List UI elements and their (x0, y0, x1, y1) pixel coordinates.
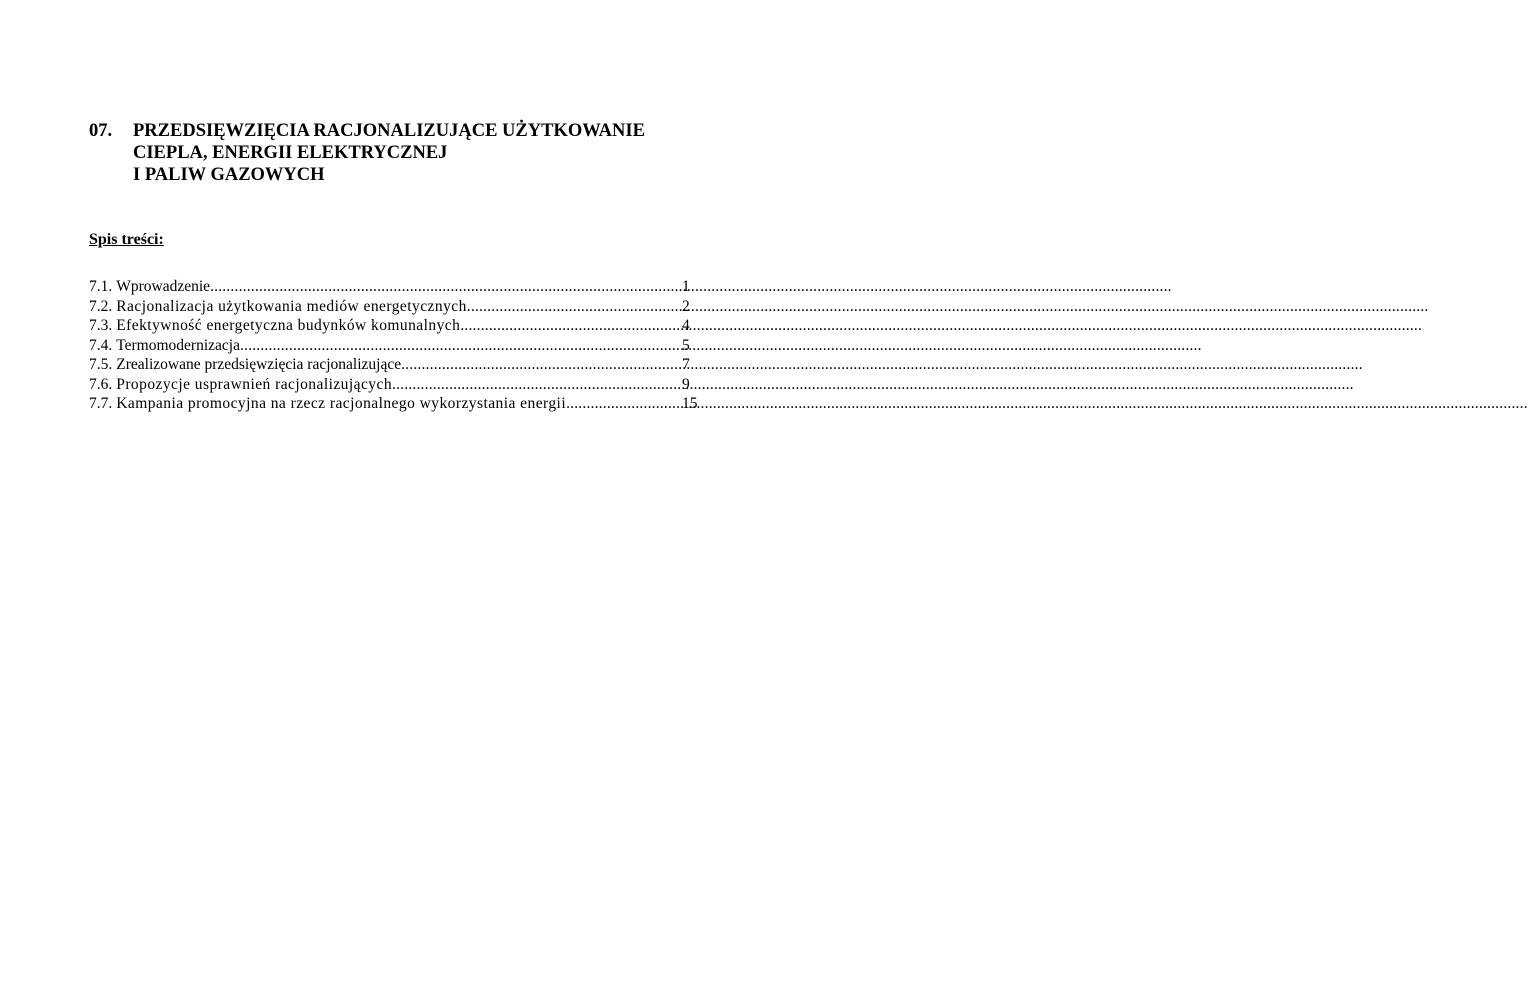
toc-entry-page: 15 (682, 395, 698, 412)
toc-entry-7-7[interactable] (89, 394, 702, 414)
toc-entry-number: 7.5. (89, 356, 113, 373)
toc-entry-title: Propozycje usprawnień racjonalizujących (116, 375, 393, 393)
toc-title: Spis treści: (89, 231, 164, 248)
toc-entry-7-6[interactable] (89, 375, 702, 395)
toc-entry-title: Termomodernizacja (116, 336, 240, 354)
toc-entry-page: 2 (682, 297, 690, 315)
toc-entry-title: Kampania promocyjna na rzecz racjonalnego wykorzystania energii (116, 395, 567, 412)
toc-entry-7-3[interactable] (89, 316, 702, 336)
toc-entry-title: Efektywność energetyczna budynków komunalnych (116, 317, 461, 334)
heading-line-3: I PALIW GAZOWYCH (133, 165, 325, 185)
toc-entry-title: Racjonalizacja użytkowania mediów energetycznych (116, 297, 467, 315)
toc-entry-page: 1 (682, 278, 690, 295)
toc-dot-leader (210, 277, 676, 297)
toc-entry-page: 9 (682, 375, 690, 393)
toc-entry-number: 7.7. (89, 395, 113, 412)
toc-entry-number: 7.4. (89, 336, 113, 354)
toc-entry-7-1[interactable] (89, 277, 702, 297)
toc-entry-7-2[interactable] (89, 297, 702, 317)
toc-dot-leader (467, 297, 676, 317)
toc-entry-page: 5 (682, 336, 690, 354)
toc-entry-page: 7 (682, 356, 690, 373)
toc-entry-number: 7.2. (89, 297, 113, 315)
toc-entry-7-5[interactable] (89, 355, 702, 375)
toc-entry-page: 4 (682, 317, 690, 334)
toc-entry-number: 7.3. (89, 317, 113, 334)
chapter-heading (89, 120, 645, 186)
toc-entry-title: Zrealizowane przedsięwzięcia racjonalizujące (116, 356, 402, 373)
toc-dot-leader (401, 355, 676, 375)
heading-text-1: PRZEDSIĘWZIĘCIA RACJONALIZUJĄCE UŻYTKOWANIE (133, 121, 645, 141)
toc-entry-number: 7.6. (89, 375, 113, 393)
toc-dot-leader (240, 336, 676, 356)
chapter-number: 07. (89, 121, 113, 141)
toc-dot-leader (392, 375, 676, 395)
toc-entry-7-4[interactable] (89, 336, 702, 356)
table-of-contents (89, 277, 702, 414)
heading-line-2: CIEPLA, ENERGII ELEKTRYCZNEJ (133, 143, 448, 163)
toc-dot-leader (460, 316, 676, 336)
toc-dot-leader (566, 394, 676, 414)
toc-entry-title: Wprowadzenie (116, 278, 211, 295)
heading-line-1 (89, 120, 645, 142)
toc-entry-number: 7.1. (89, 278, 113, 295)
